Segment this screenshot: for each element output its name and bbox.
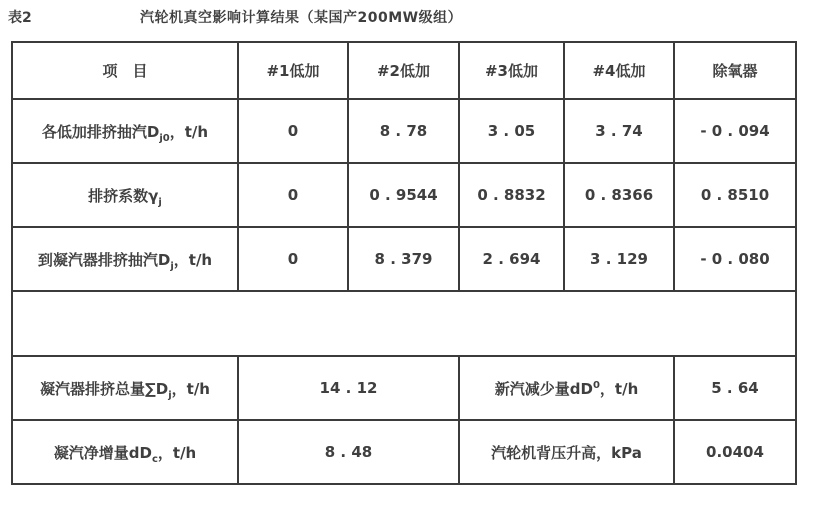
table-header-row	[12, 42, 796, 99]
row-net-increase	[12, 420, 796, 484]
cell-value: 14 . 12	[238, 356, 459, 420]
label-unit: ，t/h	[171, 379, 210, 398]
label-unit: ，t/h	[157, 443, 197, 462]
row-new-steam-label	[459, 356, 674, 420]
header-heater-3: #3低加	[459, 42, 564, 99]
table-caption	[0, 0, 813, 27]
label-text: 各低加排挤抽汽D	[41, 122, 160, 141]
table-number: 表2	[8, 10, 32, 26]
label-superscript: 0	[592, 379, 600, 391]
cell-value: 5 . 64	[674, 356, 796, 420]
cell-value: - 0 . 094	[674, 99, 796, 163]
row-to-condenser-label	[12, 227, 238, 291]
label-subscript: j	[168, 389, 172, 401]
row-extraction	[12, 99, 796, 163]
label-subscript: c	[151, 453, 158, 465]
cell-value: 0	[238, 227, 348, 291]
header-heater-1: #1低加	[238, 42, 348, 99]
row-coefficient-label	[12, 163, 238, 227]
cell-value: 3 . 05	[459, 99, 564, 163]
row-total-displaced-label	[12, 356, 238, 420]
label-unit: ，t/h	[173, 250, 213, 269]
label-text: 到凝汽器排挤抽汽D	[37, 250, 171, 269]
cell-value: 3 . 74	[564, 99, 674, 163]
vacuum-impact-table	[11, 41, 797, 485]
header-item: 项 目	[12, 42, 238, 99]
cell-value: 0.0404	[674, 420, 796, 484]
row-totals	[12, 356, 796, 420]
row-coefficient	[12, 163, 796, 227]
row-back-pressure-label: 汽轮机背压升高，kPa	[459, 420, 674, 484]
label-text: 新汽减少量dD	[494, 379, 593, 398]
label-text: 排挤系数γ	[88, 186, 159, 205]
label-subscript: j	[170, 260, 174, 272]
cell-value: 0 . 8366	[564, 163, 674, 227]
row-spacer	[12, 291, 796, 356]
table-title: 汽轮机真空影响计算结果（某国产200MW级组）	[140, 10, 463, 26]
cell-value: 8 . 78	[348, 99, 459, 163]
label-text: 凝汽净增量dD	[53, 443, 152, 462]
label-unit: ，t/h	[169, 122, 209, 141]
row-net-increase-label	[12, 420, 238, 484]
cell-value: 8 . 48	[238, 420, 459, 484]
label-text: 凝汽器排挤总量∑D	[40, 379, 169, 398]
cell-value: - 0 . 080	[674, 227, 796, 291]
cell-value: 0 . 9544	[348, 163, 459, 227]
header-deaerator: 除氧器	[674, 42, 796, 99]
row-to-condenser	[12, 227, 796, 291]
cell-value: 0	[238, 163, 348, 227]
spacer-cell	[12, 291, 796, 356]
header-heater-4: #4低加	[564, 42, 674, 99]
cell-value: 2 . 694	[459, 227, 564, 291]
label-unit: ，t/h	[599, 379, 639, 398]
cell-value: 0	[238, 99, 348, 163]
cell-value: 8 . 379	[348, 227, 459, 291]
cell-value: 0 . 8510	[674, 163, 796, 227]
cell-value: 3 . 129	[564, 227, 674, 291]
row-extraction-label	[12, 99, 238, 163]
header-heater-2: #2低加	[348, 42, 459, 99]
label-subscript: j	[158, 196, 162, 208]
cell-value: 0 . 8832	[459, 163, 564, 227]
label-subscript: j0	[159, 132, 170, 144]
